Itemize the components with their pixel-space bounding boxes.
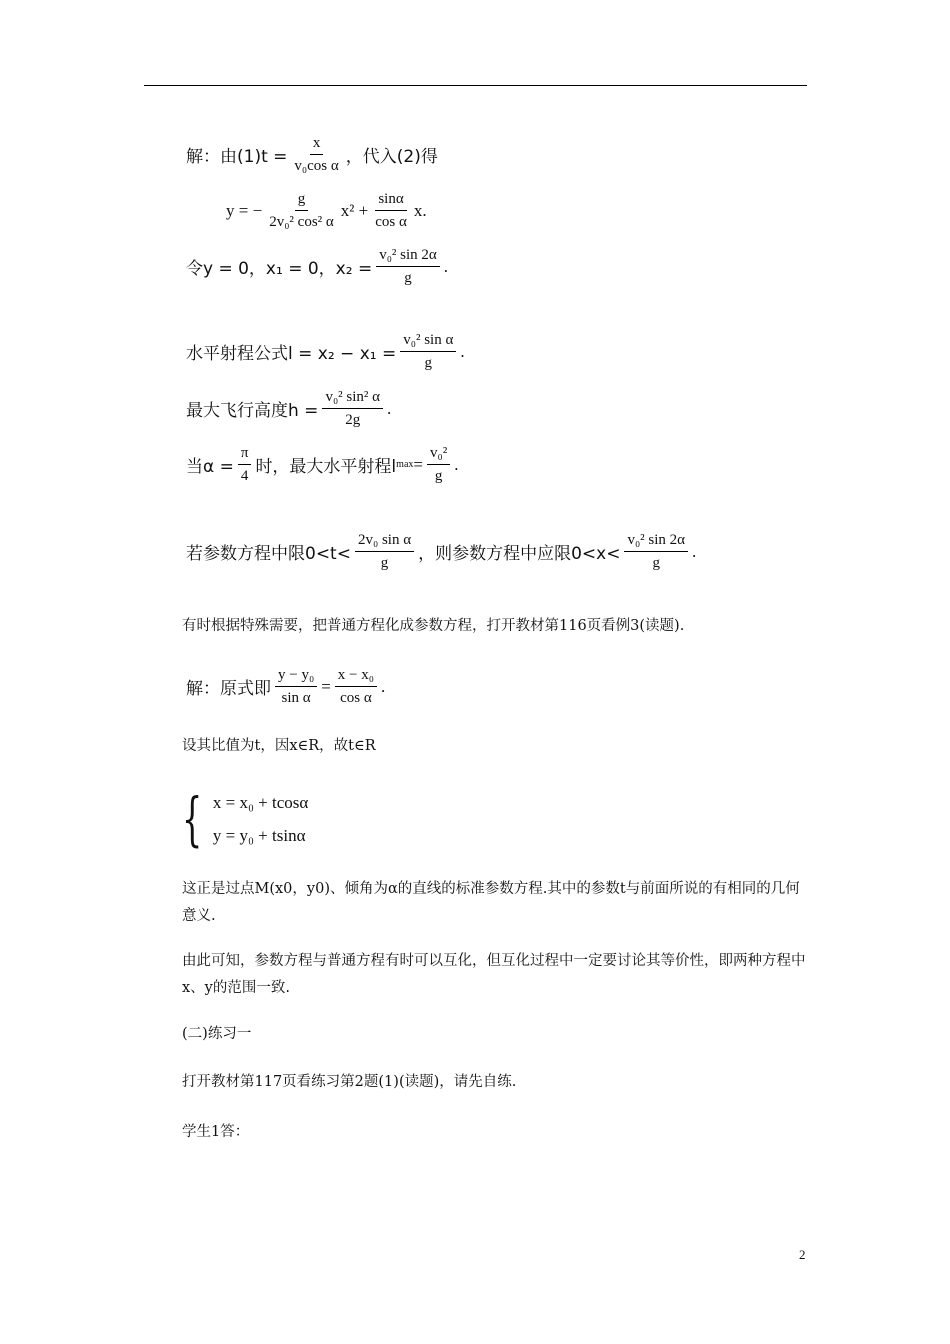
line-equation: 解：原式即 $\frac{\text{y − y₀}}{\text{sin α}}$ = $\frac{\text{x − x₀}}{\text{cos α}}$ . — [186, 667, 386, 706]
intro-fraction: $\frac{x}{\text{v₀cos α}}$ — [294, 135, 339, 174]
limit-fraction-t: $\frac{\text{2v₀ sin α}}{g}$ — [355, 531, 414, 572]
paragraph-conversion: 由此可知，参数方程与普通方程有时可以互化，但互化过程中一定要讨论其等价性，即两种方程中x、y的范围一致. — [182, 953, 806, 996]
line-fraction-y: $\frac{\text{y − y₀}}{\text{sin α}}$ — [275, 666, 317, 707]
intro-prefix: 解：由(1)t = — [186, 147, 288, 167]
header-rule — [144, 85, 807, 86]
page-number: 2 — [799, 1247, 806, 1262]
section-exercise-heading: (二)练习一 — [182, 1026, 252, 1042]
left-brace: { — [182, 785, 203, 853]
height-fraction: $\frac{\text{v₀² sin² α}}{2g}$ — [322, 388, 383, 429]
trajectory-equation: y = − $\frac{g}{\text{2v₀² cos² α}}$ x² + $\frac{\sin\alpha}{\text{cos α}}$ x. — [226, 191, 427, 230]
max-range-fraction: $\frac{\text{v₀²}}{g}$ — [427, 444, 450, 485]
paragraph-ratio: 设其比值为t，因x∈R，故t∈R — [182, 738, 376, 754]
roots-equation: 令y = 0，x₁ = 0，x₂ = $\frac{\text{v₀² sin 2α}}{g}$ . — [186, 247, 449, 286]
max-range-formula: 当α = $\frac{\pi}{4}$ 时，最大水平射程l max = $\frac{\text{v₀²}}{g}$ . — [186, 445, 459, 484]
limit-fraction-x: $\frac{\text{v₀² sin 2α}}{g}$ — [624, 531, 688, 572]
height-formula: 最大飞行高度h = $\frac{\text{v₀² sin² α}}{2g}$ . — [186, 389, 392, 428]
solution-intro — [186, 134, 438, 175]
parametric-system — [182, 786, 308, 852]
system-line-y: y = y₀ + tsinα — [212, 826, 306, 845]
roots-fraction: $\frac{\text{v₀² sin 2α}}{g}$ — [376, 246, 440, 287]
pi-over-four: $\frac{\pi}{4}$ — [238, 444, 252, 485]
range-fraction: $\frac{\text{v₀² sin α}}{g}$ — [400, 331, 456, 372]
paragraph-student-answer: 学生1答： — [182, 1124, 250, 1140]
paragraph-example3: 有时根据特殊需要，把普通方程化成参数方程，打开教材第116页看例3(读题). — [182, 618, 685, 634]
system-line-x: x = x₀ + tcosα — [212, 793, 309, 812]
paragraph-standard-form: 这正是过点M(x0，y0)、倾角为α的直线的标准参数方程.其中的参数t与前面所说的有相同的几何意义. — [182, 881, 800, 924]
trajectory-fraction-1: $\frac{g}{\text{2v₀² cos² α}}$ — [269, 191, 334, 230]
trajectory-fraction-2: $\frac{\sin\alpha}{\text{cos α}}$ — [375, 191, 407, 230]
line-fraction-x: $\frac{\text{x − x₀}}{\text{cos α}}$ — [335, 666, 377, 707]
range-formula: 水平射程公式l = x₂ − x₁ = $\frac{\text{v₀² sin α}}{g}$ . — [186, 332, 465, 371]
parameter-limits: 若参数方程中限0<t< $\frac{\text{2v₀ sin α}}{g}$ ，则参数方程中应限0<x< $\frac{\text{v₀² sin 2α}}{g}$ . — [186, 532, 697, 571]
paragraph-exercise: 打开教材第117页看练习第2题(1)(读题)，请先自练. — [182, 1074, 517, 1090]
intro-suffix: ，代入(2)得 — [345, 147, 438, 167]
